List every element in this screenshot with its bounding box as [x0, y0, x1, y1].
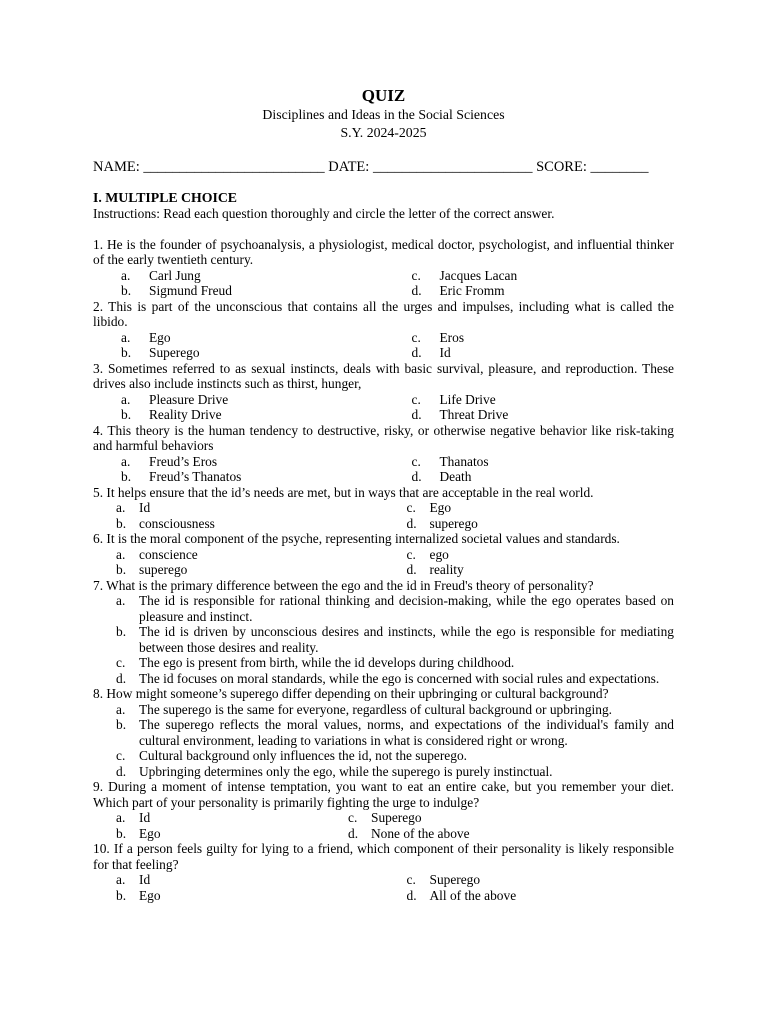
option-text: The ego is present from birth, while the id develops during childhood.	[139, 655, 515, 670]
option-4-a[interactable]	[93, 454, 384, 470]
question-list	[93, 237, 674, 904]
option-letter: c.	[406, 872, 416, 887]
question-3: 3. Sometimes referred to as sexual instincts, deals with basic survival, pleasure, and reproduction. These drives also include instincts such as thirst, hunger,	[93, 360, 674, 391]
option-letter: a.	[121, 391, 131, 407]
option-letter: c.	[348, 810, 358, 825]
option-text: Death	[439, 469, 472, 484]
option-text: Ego	[139, 887, 161, 903]
option-text: All of the above	[429, 887, 517, 903]
option-1-a[interactable]	[93, 268, 384, 284]
option-text: Id	[139, 872, 151, 887]
option-7-c[interactable]	[93, 655, 674, 671]
option-text: The id is responsible for rational thinking and decision-making, while the ego operates based on pleasure and instinct.	[139, 593, 674, 624]
option-10-c[interactable]	[384, 872, 675, 888]
question-5: 5. It helps ensure that the id’s needs are met, but in ways that are acceptable in the real world.	[93, 484, 594, 500]
instructions-text: Read each question thoroughly and circle the letter of the correct answer.	[159, 205, 555, 221]
option-text: Freud’s Eros	[149, 453, 218, 469]
option-letter: a.	[116, 500, 126, 515]
option-8-c[interactable]	[93, 748, 674, 764]
option-letter: c.	[411, 453, 421, 469]
quiz-title: QUIZ	[361, 86, 406, 105]
option-letter: a.	[116, 810, 126, 825]
option-text: Life Drive	[439, 391, 496, 407]
options-2	[93, 330, 674, 361]
option-text: Id	[139, 810, 151, 825]
option-3-a[interactable]	[93, 392, 384, 408]
question-8: 8. How might someone’s superego differ depending on their upbringing or cultural background?	[93, 686, 609, 701]
option-letter: a.	[116, 701, 126, 717]
options-9	[93, 810, 674, 841]
option-6-a[interactable]	[93, 547, 384, 563]
option-letter: a.	[116, 593, 126, 608]
option-8-a[interactable]	[93, 702, 674, 718]
option-1-b[interactable]	[93, 283, 384, 299]
option-text: ego	[429, 546, 449, 562]
option-text: conscience	[139, 546, 198, 562]
option-text: Eric Fromm	[439, 283, 505, 298]
question-4: 4. This theory is the human tendency to destructive, risky, or otherwise negative behavior like risk-taking and harmful behaviors	[93, 422, 674, 453]
option-text: reality	[429, 562, 464, 577]
option-text: Cultural background only influences the id, not the superego.	[139, 748, 467, 763]
option-text: Ego	[149, 329, 171, 345]
option-letter: d.	[406, 887, 417, 903]
question-2: 2. This is part of the unconscious that contains all the urges and impulses, including what is called the libido.	[93, 298, 674, 329]
instructions	[93, 206, 674, 222]
option-letter: d.	[406, 562, 417, 577]
options-3	[93, 392, 674, 423]
option-1-c[interactable]	[384, 268, 675, 284]
option-6-b[interactable]	[93, 562, 384, 578]
option-2-a[interactable]	[93, 330, 384, 346]
option-9-b[interactable]	[93, 826, 325, 842]
option-text: The id focuses on moral standards, while the ego is concerned with social rules and expectations.	[139, 670, 660, 686]
question-9: 9. During a moment of intense temptation, you want to eat an entire cake, but you remember your diet. Which part of your personality is primarily fighting the urge to indulge?	[93, 779, 674, 810]
option-letter: a.	[121, 267, 131, 283]
option-text: The superego reflects the moral values, norms, and expectations of the individual's family and cultural environment, leading to variations in what is considered right or wrong.	[139, 717, 674, 748]
option-10-a[interactable]	[93, 872, 384, 888]
option-9-d[interactable]	[325, 826, 674, 842]
option-letter: b.	[121, 283, 132, 298]
option-letter: d.	[411, 469, 422, 484]
option-9-a[interactable]	[93, 810, 325, 826]
option-text: Freud’s Thanatos	[149, 469, 242, 484]
option-text: consciousness	[139, 515, 215, 531]
option-text: The superego is the same for everyone, regardless of cultural background or upbringing.	[139, 701, 612, 717]
option-letter: d.	[411, 283, 422, 298]
option-text: Superego	[429, 872, 481, 887]
option-letter: c.	[116, 655, 126, 670]
options-8	[93, 702, 674, 780]
option-5-a[interactable]	[93, 500, 384, 516]
option-text: Id	[139, 500, 151, 515]
option-4-c[interactable]	[384, 454, 675, 470]
score-label: SCORE:	[536, 159, 587, 175]
score-blank: ________	[590, 159, 649, 175]
date-blank: ______________________	[372, 159, 533, 175]
option-letter: b.	[121, 469, 132, 484]
option-text: None of the above	[371, 825, 470, 841]
name-blank: _________________________	[143, 159, 325, 175]
option-text: Superego	[371, 810, 422, 825]
option-8-b[interactable]	[93, 717, 674, 748]
option-letter: b.	[116, 624, 127, 639]
options-10	[93, 872, 674, 903]
option-letter: c.	[411, 267, 421, 283]
date-label: DATE:	[328, 159, 370, 175]
options-6	[93, 547, 674, 578]
student-fields	[93, 158, 674, 176]
option-letter: b.	[116, 717, 127, 732]
option-text: Thanatos	[439, 453, 489, 469]
name-label: NAME:	[93, 159, 140, 175]
option-letter: c.	[406, 546, 416, 562]
school-year: S.Y. 2024-2025	[340, 125, 427, 140]
option-letter: b.	[116, 825, 127, 841]
option-10-d[interactable]	[384, 888, 675, 904]
option-letter: c.	[116, 748, 126, 763]
options-5	[93, 500, 674, 531]
option-text: superego	[139, 562, 188, 577]
section-title: I. MULTIPLE CHOICE	[93, 190, 238, 205]
option-letter: d.	[116, 670, 127, 686]
option-5-d[interactable]	[384, 516, 675, 532]
option-letter: c.	[406, 500, 416, 515]
option-letter: a.	[121, 453, 131, 469]
option-text: Threat Drive	[439, 407, 509, 422]
option-3-b[interactable]	[93, 407, 384, 423]
question-10: 10. If a person feels guilty for lying to a friend, which component of their personality is likely responsible for that feeling?	[93, 841, 674, 872]
option-text: Sigmund Freud	[149, 283, 232, 298]
option-3-c[interactable]	[384, 392, 675, 408]
option-text: The id is driven by unconscious desires and instincts, while the ego is responsible for mediating between those desires and reality.	[139, 624, 674, 655]
option-text: superego	[429, 515, 478, 531]
options-7	[93, 593, 674, 686]
question-6: 6. It is the moral component of the psyche, representing internalized societal values and standards.	[93, 531, 620, 546]
option-3-d[interactable]	[384, 407, 675, 423]
option-4-b[interactable]	[93, 469, 384, 485]
option-text: Upbringing determines only the ego, while the superego is purely instinctual.	[139, 763, 553, 779]
option-letter: b.	[116, 562, 127, 577]
option-text: Ego	[429, 500, 452, 515]
option-7-d[interactable]	[93, 671, 674, 687]
option-6-d[interactable]	[384, 562, 675, 578]
option-letter: a.	[116, 546, 126, 562]
quiz-page	[93, 86, 674, 903]
option-9-c[interactable]	[325, 810, 674, 826]
option-text: Eros	[439, 329, 465, 345]
option-text: Jacques Lacan	[439, 267, 518, 283]
option-letter: b.	[121, 407, 132, 422]
option-text: Superego	[149, 345, 200, 360]
option-7-b[interactable]	[93, 624, 674, 655]
option-text: Id	[439, 345, 451, 360]
option-letter: d.	[348, 825, 359, 841]
option-text: Reality Drive	[149, 407, 222, 422]
option-text: Carl Jung	[149, 267, 201, 283]
quiz-subtitle: Disciplines and Ideas in the Social Sciences	[262, 107, 505, 122]
instructions-label: Instructions:	[93, 205, 160, 221]
option-letter: d.	[411, 345, 422, 360]
option-letter: b.	[121, 345, 132, 360]
option-letter: d.	[116, 763, 127, 779]
option-letter: b.	[116, 887, 127, 903]
option-text: Pleasure Drive	[149, 391, 229, 407]
option-letter: c.	[411, 329, 421, 345]
option-10-b[interactable]	[93, 888, 384, 904]
option-8-d[interactable]	[93, 764, 674, 780]
option-2-c[interactable]	[384, 330, 675, 346]
option-letter: d.	[411, 407, 422, 422]
options-1	[93, 268, 674, 299]
option-6-c[interactable]	[384, 547, 675, 563]
option-1-d[interactable]	[384, 283, 675, 299]
option-letter: a.	[116, 872, 126, 887]
question-1: 1. He is the founder of psychoanalysis, a physiologist, medical doctor, psychologist, and influential thinker of the early twentieth century.	[93, 236, 674, 267]
option-letter: b.	[116, 515, 127, 531]
option-text: Ego	[139, 825, 161, 841]
option-letter: c.	[411, 391, 421, 407]
question-7: 7. What is the primary difference between the ego and the id in Freud's theory of personality?	[93, 577, 594, 593]
option-letter: a.	[121, 329, 131, 345]
option-2-d[interactable]	[384, 345, 675, 361]
option-7-a[interactable]	[93, 593, 674, 624]
option-letter: d.	[406, 515, 417, 531]
option-5-c[interactable]	[384, 500, 675, 516]
option-5-b[interactable]	[93, 516, 384, 532]
multiple-choice-section	[93, 190, 674, 221]
option-2-b[interactable]	[93, 345, 384, 361]
options-4	[93, 454, 674, 485]
option-4-d[interactable]	[384, 469, 675, 485]
